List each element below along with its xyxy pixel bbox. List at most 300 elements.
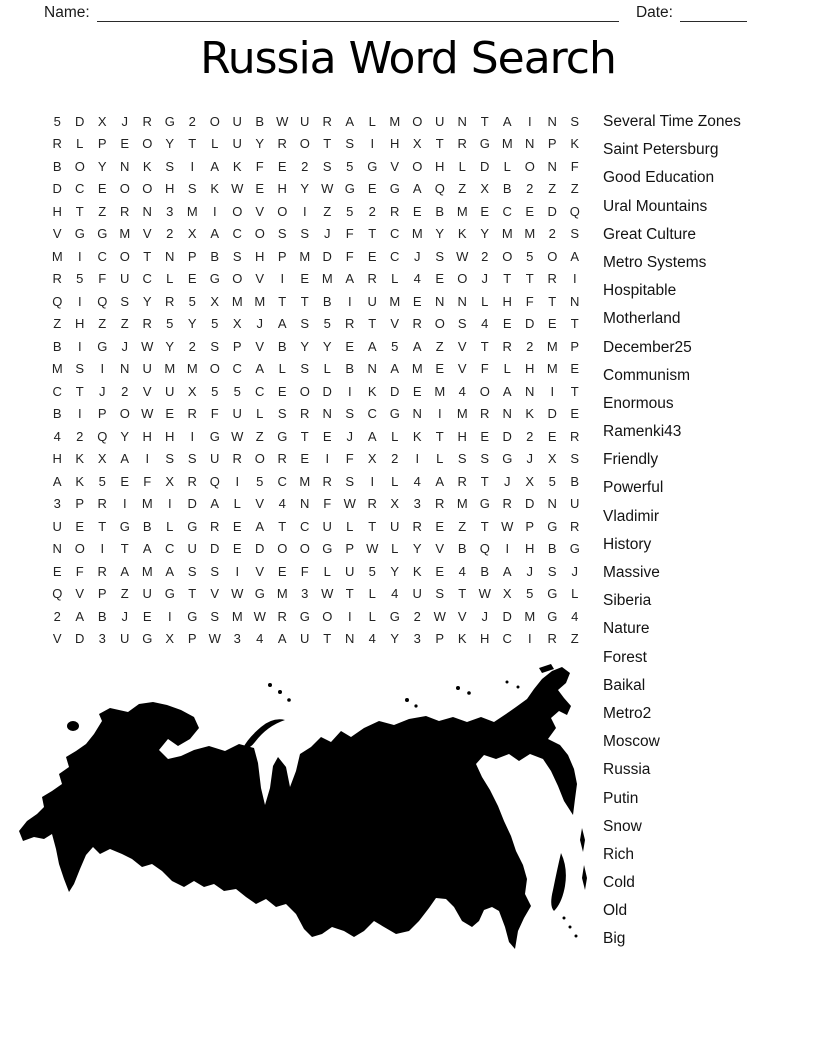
grid-letter: E xyxy=(165,406,175,422)
grid-letter: 5 xyxy=(256,473,264,489)
grid-letter: A xyxy=(210,158,220,174)
grid-letter: B xyxy=(457,541,467,557)
grid-letter: K xyxy=(75,473,85,489)
grid-letter: C xyxy=(502,203,512,219)
word-list-item: Putin xyxy=(603,789,639,807)
grid-letter: V xyxy=(255,271,265,287)
grid-letter: M xyxy=(501,226,513,242)
grid-letter: 2 xyxy=(413,608,421,624)
grid-letter: U xyxy=(412,586,422,602)
grid-letter: 5 xyxy=(526,586,534,602)
grid-letter: I xyxy=(325,451,330,467)
grid-letter: Y xyxy=(165,338,175,354)
grid-letter: U xyxy=(232,113,242,129)
novaya-zemlya-island xyxy=(243,719,285,748)
grid-letter: Y xyxy=(120,428,130,444)
grid-letter: T xyxy=(480,113,489,129)
grid-letter: T xyxy=(525,271,534,287)
grid-letter: 4 xyxy=(278,496,286,512)
grid-letter: L xyxy=(368,113,376,129)
grid-letter: Y xyxy=(390,631,400,647)
grid-letter: Y xyxy=(187,316,197,332)
grid-letter: A xyxy=(142,541,152,557)
grid-letter: K xyxy=(457,226,467,242)
word-list-item: Russia xyxy=(603,761,651,779)
grid-letter: 5 xyxy=(526,248,534,264)
grid-letter: B xyxy=(255,113,265,129)
grid-letter: M xyxy=(141,563,153,579)
grid-letter: D xyxy=(547,203,557,219)
grid-letter: D xyxy=(502,428,512,444)
grid-letter: Z xyxy=(323,203,332,219)
grid-letter: M xyxy=(456,496,468,512)
grid-letter: Z xyxy=(98,203,107,219)
grid-letter: U xyxy=(142,586,152,602)
grid-letter: W xyxy=(321,586,334,602)
grid-letter: 2 xyxy=(121,383,129,399)
grid-letter: G xyxy=(142,631,153,647)
grid-letter: E xyxy=(480,203,490,219)
grid-letter: G xyxy=(479,136,490,152)
arctic-islet xyxy=(467,691,471,695)
grid-letter: S xyxy=(547,563,557,579)
grid-letter: P xyxy=(75,496,85,512)
grid-letter: N xyxy=(142,203,152,219)
word-list-item: Hospitable xyxy=(603,282,677,300)
grid-letter: F xyxy=(345,248,354,264)
grid-letter: C xyxy=(232,361,242,377)
grid-letter: A xyxy=(390,361,400,377)
grid-letter: F xyxy=(323,496,332,512)
word-list-item: Ramenki43 xyxy=(603,423,682,441)
grid-letter: W xyxy=(231,428,244,444)
grid-letter: G xyxy=(209,271,220,287)
grid-letter: 5 xyxy=(98,473,106,489)
grid-letter: W xyxy=(321,181,334,197)
grid-letter: U xyxy=(232,406,242,422)
grid-letter: 3 xyxy=(301,586,309,602)
grid-letter: U xyxy=(120,271,130,287)
grid-letter: F xyxy=(210,406,219,422)
grid-letter: G xyxy=(187,518,198,534)
grid-letter: 2 xyxy=(481,248,489,264)
grid-letter: X xyxy=(187,226,197,242)
grid-letter: A xyxy=(345,113,355,129)
grid-letter: W xyxy=(433,608,446,624)
grid-letter: W xyxy=(478,586,491,602)
grid-letter: O xyxy=(254,226,265,242)
grid-letter: C xyxy=(255,383,265,399)
grid-letter: X xyxy=(412,136,422,152)
grid-letter: B xyxy=(277,338,287,354)
grid-letter: V xyxy=(390,316,400,332)
grid-letter: Y xyxy=(255,136,265,152)
grid-letter: I xyxy=(437,406,442,422)
grid-letter: R xyxy=(345,316,355,332)
word-list-item: Enormous xyxy=(603,394,674,412)
grid-letter: V xyxy=(75,586,85,602)
grid-letter: 5 xyxy=(346,203,354,219)
grid-letter: L xyxy=(391,473,399,489)
date-label: Date: xyxy=(635,4,673,21)
grid-letter: P xyxy=(435,631,445,647)
grid-letter: U xyxy=(210,451,220,467)
grid-letter: N xyxy=(367,361,377,377)
grid-letter: V xyxy=(457,338,467,354)
grid-letter: N xyxy=(435,293,445,309)
grid-letter: G xyxy=(322,541,333,557)
grid-letter: 4 xyxy=(458,563,466,579)
grid-letter: B xyxy=(52,338,62,354)
grid-letter: L xyxy=(211,136,219,152)
grid-letter: I xyxy=(370,136,375,152)
grid-letter: V xyxy=(255,496,265,512)
grid-letter: M xyxy=(321,271,333,287)
grid-letter: Q xyxy=(479,541,490,557)
grid-letter: 4 xyxy=(413,271,421,287)
grid-letter: Z xyxy=(570,181,579,197)
grid-letter: R xyxy=(435,496,445,512)
grid-letter: S xyxy=(435,586,445,602)
grid-letter: L xyxy=(323,563,331,579)
grid-letter: A xyxy=(435,473,445,489)
grid-letter: X xyxy=(480,181,490,197)
grid-letter: I xyxy=(100,361,105,377)
grid-letter: J xyxy=(526,451,533,467)
grid-letter: S xyxy=(345,136,355,152)
grid-letter: 3 xyxy=(166,203,174,219)
grid-letter: C xyxy=(97,248,107,264)
grid-letter: W xyxy=(208,631,221,647)
grid-letter: I xyxy=(77,338,82,354)
grid-letter: G xyxy=(277,428,288,444)
grid-letter: Q xyxy=(97,428,108,444)
grid-letter: A xyxy=(367,338,377,354)
grid-letter: L xyxy=(503,158,511,174)
grid-letter: C xyxy=(390,248,400,264)
grid-letter: I xyxy=(280,271,285,287)
grid-letter: S xyxy=(187,563,197,579)
grid-letter: W xyxy=(141,406,154,422)
grid-letter: G xyxy=(547,518,558,534)
grid-letter: T xyxy=(323,631,332,647)
grid-letter: D xyxy=(187,496,197,512)
grid-letter: A xyxy=(502,563,512,579)
name-label: Name: xyxy=(44,4,90,21)
grid-letter: D xyxy=(525,496,535,512)
grid-letter: H xyxy=(457,428,467,444)
grid-letter: L xyxy=(323,361,331,377)
grid-letter: B xyxy=(480,563,490,579)
grid-letter: 2 xyxy=(526,428,534,444)
grid-letter: T xyxy=(75,383,84,399)
grid-letter: Z xyxy=(255,428,264,444)
arctic-islet xyxy=(414,704,417,707)
grid-letter: C xyxy=(502,631,512,647)
grid-letter: O xyxy=(142,181,153,197)
grid-letter: B xyxy=(210,248,220,264)
grid-letter: A xyxy=(412,338,422,354)
grid-letter: B xyxy=(547,541,557,557)
sakhalin-island xyxy=(551,853,566,911)
grid-letter: D xyxy=(525,316,535,332)
word-list-item: Motherland xyxy=(603,310,681,328)
grid-letter: L xyxy=(368,608,376,624)
grid-letter: O xyxy=(299,383,310,399)
grid-letter: G xyxy=(502,451,513,467)
grid-letter: I xyxy=(167,496,172,512)
grid-letter: B xyxy=(142,518,152,534)
grid-letter: T xyxy=(435,136,444,152)
grid-letter: C xyxy=(232,226,242,242)
grid-letter: F xyxy=(345,451,354,467)
grid-letter: M xyxy=(299,248,311,264)
arctic-islet xyxy=(405,698,409,702)
grid-letter: W xyxy=(456,248,469,264)
grid-letter: P xyxy=(97,136,107,152)
grid-letter: M xyxy=(411,361,423,377)
grid-letter: D xyxy=(390,383,400,399)
grid-letter: I xyxy=(212,203,217,219)
grid-letter: E xyxy=(412,383,422,399)
grid-letter: H xyxy=(277,181,287,197)
grid-letter: O xyxy=(299,136,310,152)
grid-letter: D xyxy=(547,406,557,422)
grid-letter: O xyxy=(74,158,85,174)
grid-letter: P xyxy=(345,541,355,557)
grid-letter: D xyxy=(52,181,62,197)
arctic-islet xyxy=(456,686,460,690)
grid-letter: D xyxy=(75,113,85,129)
grid-letter: H xyxy=(502,293,512,309)
arctic-islet xyxy=(268,683,272,687)
grid-letter: M xyxy=(524,608,536,624)
grid-letter: H xyxy=(52,451,62,467)
grid-letter: I xyxy=(235,473,240,489)
grid-letter: J xyxy=(504,473,511,489)
grid-letter: O xyxy=(119,406,130,422)
grid-letter: N xyxy=(322,406,332,422)
grid-letter: S xyxy=(187,181,197,197)
grid-letter: L xyxy=(503,361,511,377)
grid-letter: 5 xyxy=(53,113,61,129)
grid-letter: T xyxy=(548,293,557,309)
grid-letter: C xyxy=(52,383,62,399)
grid-letter: Y xyxy=(300,181,310,197)
grid-letter: S xyxy=(165,158,175,174)
grid-letter: G xyxy=(367,158,378,174)
grid-letter: E xyxy=(525,203,535,219)
grid-letter: A xyxy=(165,563,175,579)
grid-letter: R xyxy=(277,608,287,624)
grid-letter: G xyxy=(344,181,355,197)
grid-letter: M xyxy=(231,293,243,309)
grid-letter: Q xyxy=(97,293,108,309)
arctic-islet xyxy=(506,681,509,684)
grid-letter: I xyxy=(505,541,510,557)
grid-letter: T xyxy=(570,383,579,399)
grid-letter: C xyxy=(300,518,310,534)
grid-letter: S xyxy=(570,451,580,467)
word-list-item: Old xyxy=(603,902,628,920)
grid-letter: Q xyxy=(569,203,580,219)
grid-letter: R xyxy=(232,451,242,467)
grid-letter: W xyxy=(501,518,514,534)
grid-letter: 4 xyxy=(391,586,399,602)
grid-letter: Y xyxy=(480,226,490,242)
grid-letter: 5 xyxy=(166,316,174,332)
word-list-item: Nature xyxy=(603,620,650,638)
grid-letter: M xyxy=(299,473,311,489)
grid-letter: S xyxy=(300,316,310,332)
grid-letter: F xyxy=(570,158,579,174)
grid-letter: T xyxy=(143,248,152,264)
word-list-item: Ural Mountains xyxy=(603,197,708,215)
grid-letter: W xyxy=(343,496,356,512)
grid-letter: X xyxy=(547,451,557,467)
grid-letter: H xyxy=(142,428,152,444)
word-list-item: December25 xyxy=(603,338,692,356)
grid-letter: U xyxy=(300,631,310,647)
grid-letter: X xyxy=(187,383,197,399)
grid-letter: O xyxy=(232,271,243,287)
grid-letter: V xyxy=(142,226,152,242)
grid-letter: A xyxy=(210,226,220,242)
grid-letter: E xyxy=(480,428,490,444)
grid-letter: D xyxy=(322,383,332,399)
grid-letter: S xyxy=(322,158,332,174)
grid-letter: E xyxy=(75,518,85,534)
grid-letter: N xyxy=(547,158,557,174)
grid-letter: R xyxy=(142,113,152,129)
grid-letter: N xyxy=(457,293,467,309)
grid-letter: U xyxy=(232,136,242,152)
grid-letter: E xyxy=(120,473,130,489)
grid-letter: O xyxy=(232,203,243,219)
grid-letter: V xyxy=(52,631,62,647)
grid-letter: H xyxy=(390,136,400,152)
grid-letter: A xyxy=(570,248,580,264)
grid-letter: M xyxy=(456,203,468,219)
grid-letter: 4 xyxy=(368,631,376,647)
grid-letter: 5 xyxy=(323,316,331,332)
grid-letter: 3 xyxy=(53,496,61,512)
grid-letter: N xyxy=(300,496,310,512)
grid-letter: Y xyxy=(165,136,175,152)
grid-letter: E xyxy=(412,203,422,219)
grid-letter: R xyxy=(142,316,152,332)
grid-letter: B xyxy=(435,203,445,219)
grid-letter: R xyxy=(210,518,220,534)
grid-letter: R xyxy=(277,136,287,152)
grid-letter: D xyxy=(210,541,220,557)
grid-letter: 5 xyxy=(391,338,399,354)
grid-letter: T xyxy=(120,541,129,557)
grid-letter: U xyxy=(570,496,580,512)
grid-letter: E xyxy=(120,136,130,152)
grid-letter: Y xyxy=(97,158,107,174)
grid-letter: Z xyxy=(570,631,579,647)
grid-letter: O xyxy=(277,541,288,557)
kuril-islet xyxy=(563,917,566,920)
word-list-item: Moscow xyxy=(603,733,660,751)
grid-letter: V xyxy=(255,563,265,579)
grid-letter: A xyxy=(255,518,265,534)
grid-letter: E xyxy=(412,293,422,309)
grid-letter: M xyxy=(546,338,558,354)
west-island xyxy=(67,721,79,731)
grid-letter: K xyxy=(525,406,535,422)
grid-letter: 2 xyxy=(53,608,61,624)
grid-letter: O xyxy=(277,203,288,219)
grid-letter: R xyxy=(187,473,197,489)
word-list-item: Forest xyxy=(603,648,647,666)
grid-letter: P xyxy=(97,406,107,422)
grid-letter: D xyxy=(75,631,85,647)
grid-letter: R xyxy=(547,271,557,287)
grid-letter: 5 xyxy=(346,158,354,174)
grid-letter: F xyxy=(525,293,534,309)
grid-letter: X xyxy=(525,473,535,489)
grid-letter: V xyxy=(390,158,400,174)
grid-letter: 5 xyxy=(233,383,241,399)
grid-letter: E xyxy=(277,158,287,174)
grid-letter: V xyxy=(457,608,467,624)
grid-letter: T xyxy=(368,226,377,242)
word-search-grid xyxy=(46,110,586,650)
grid-letter: I xyxy=(347,293,352,309)
grid-letter: X xyxy=(165,473,175,489)
grid-letter: T xyxy=(75,203,84,219)
grid-letter: L xyxy=(278,361,286,377)
grid-letter: S xyxy=(345,473,355,489)
grid-letter: F xyxy=(143,473,152,489)
grid-letter: A xyxy=(412,181,422,197)
grid-letter: S xyxy=(277,226,287,242)
grid-letter: C xyxy=(277,473,287,489)
grid-letter: S xyxy=(457,316,467,332)
grid-letter: 2 xyxy=(301,158,309,174)
grid-letter: T xyxy=(188,136,197,152)
grid-letter: M xyxy=(164,361,176,377)
grid-letter: I xyxy=(302,203,307,219)
grid-letter: N xyxy=(525,383,535,399)
grid-letter: U xyxy=(52,518,62,534)
grid-letter: Q xyxy=(434,181,445,197)
grid-letter: 2 xyxy=(526,338,534,354)
grid-letter: J xyxy=(414,248,421,264)
grid-letter: L xyxy=(391,541,399,557)
grid-letter: I xyxy=(190,428,195,444)
grid-letter: A xyxy=(277,631,287,647)
russia-mainland-shape xyxy=(19,667,577,949)
grid-letter: T xyxy=(480,473,489,489)
grid-letter: T xyxy=(278,518,287,534)
word-list-item: Massive xyxy=(603,564,660,581)
grid-letter: B xyxy=(502,181,512,197)
grid-letter: T xyxy=(368,518,377,534)
grid-letter: M xyxy=(51,248,63,264)
grid-letter: R xyxy=(570,518,580,534)
grid-letter: B xyxy=(52,158,62,174)
grid-letter: L xyxy=(571,586,579,602)
grid-letter: Y xyxy=(322,338,332,354)
grid-letter: N xyxy=(165,248,175,264)
grid-letter: E xyxy=(547,316,557,332)
grid-letter: T xyxy=(570,316,579,332)
worksheet-header xyxy=(44,4,747,22)
grid-letter: M xyxy=(456,406,468,422)
